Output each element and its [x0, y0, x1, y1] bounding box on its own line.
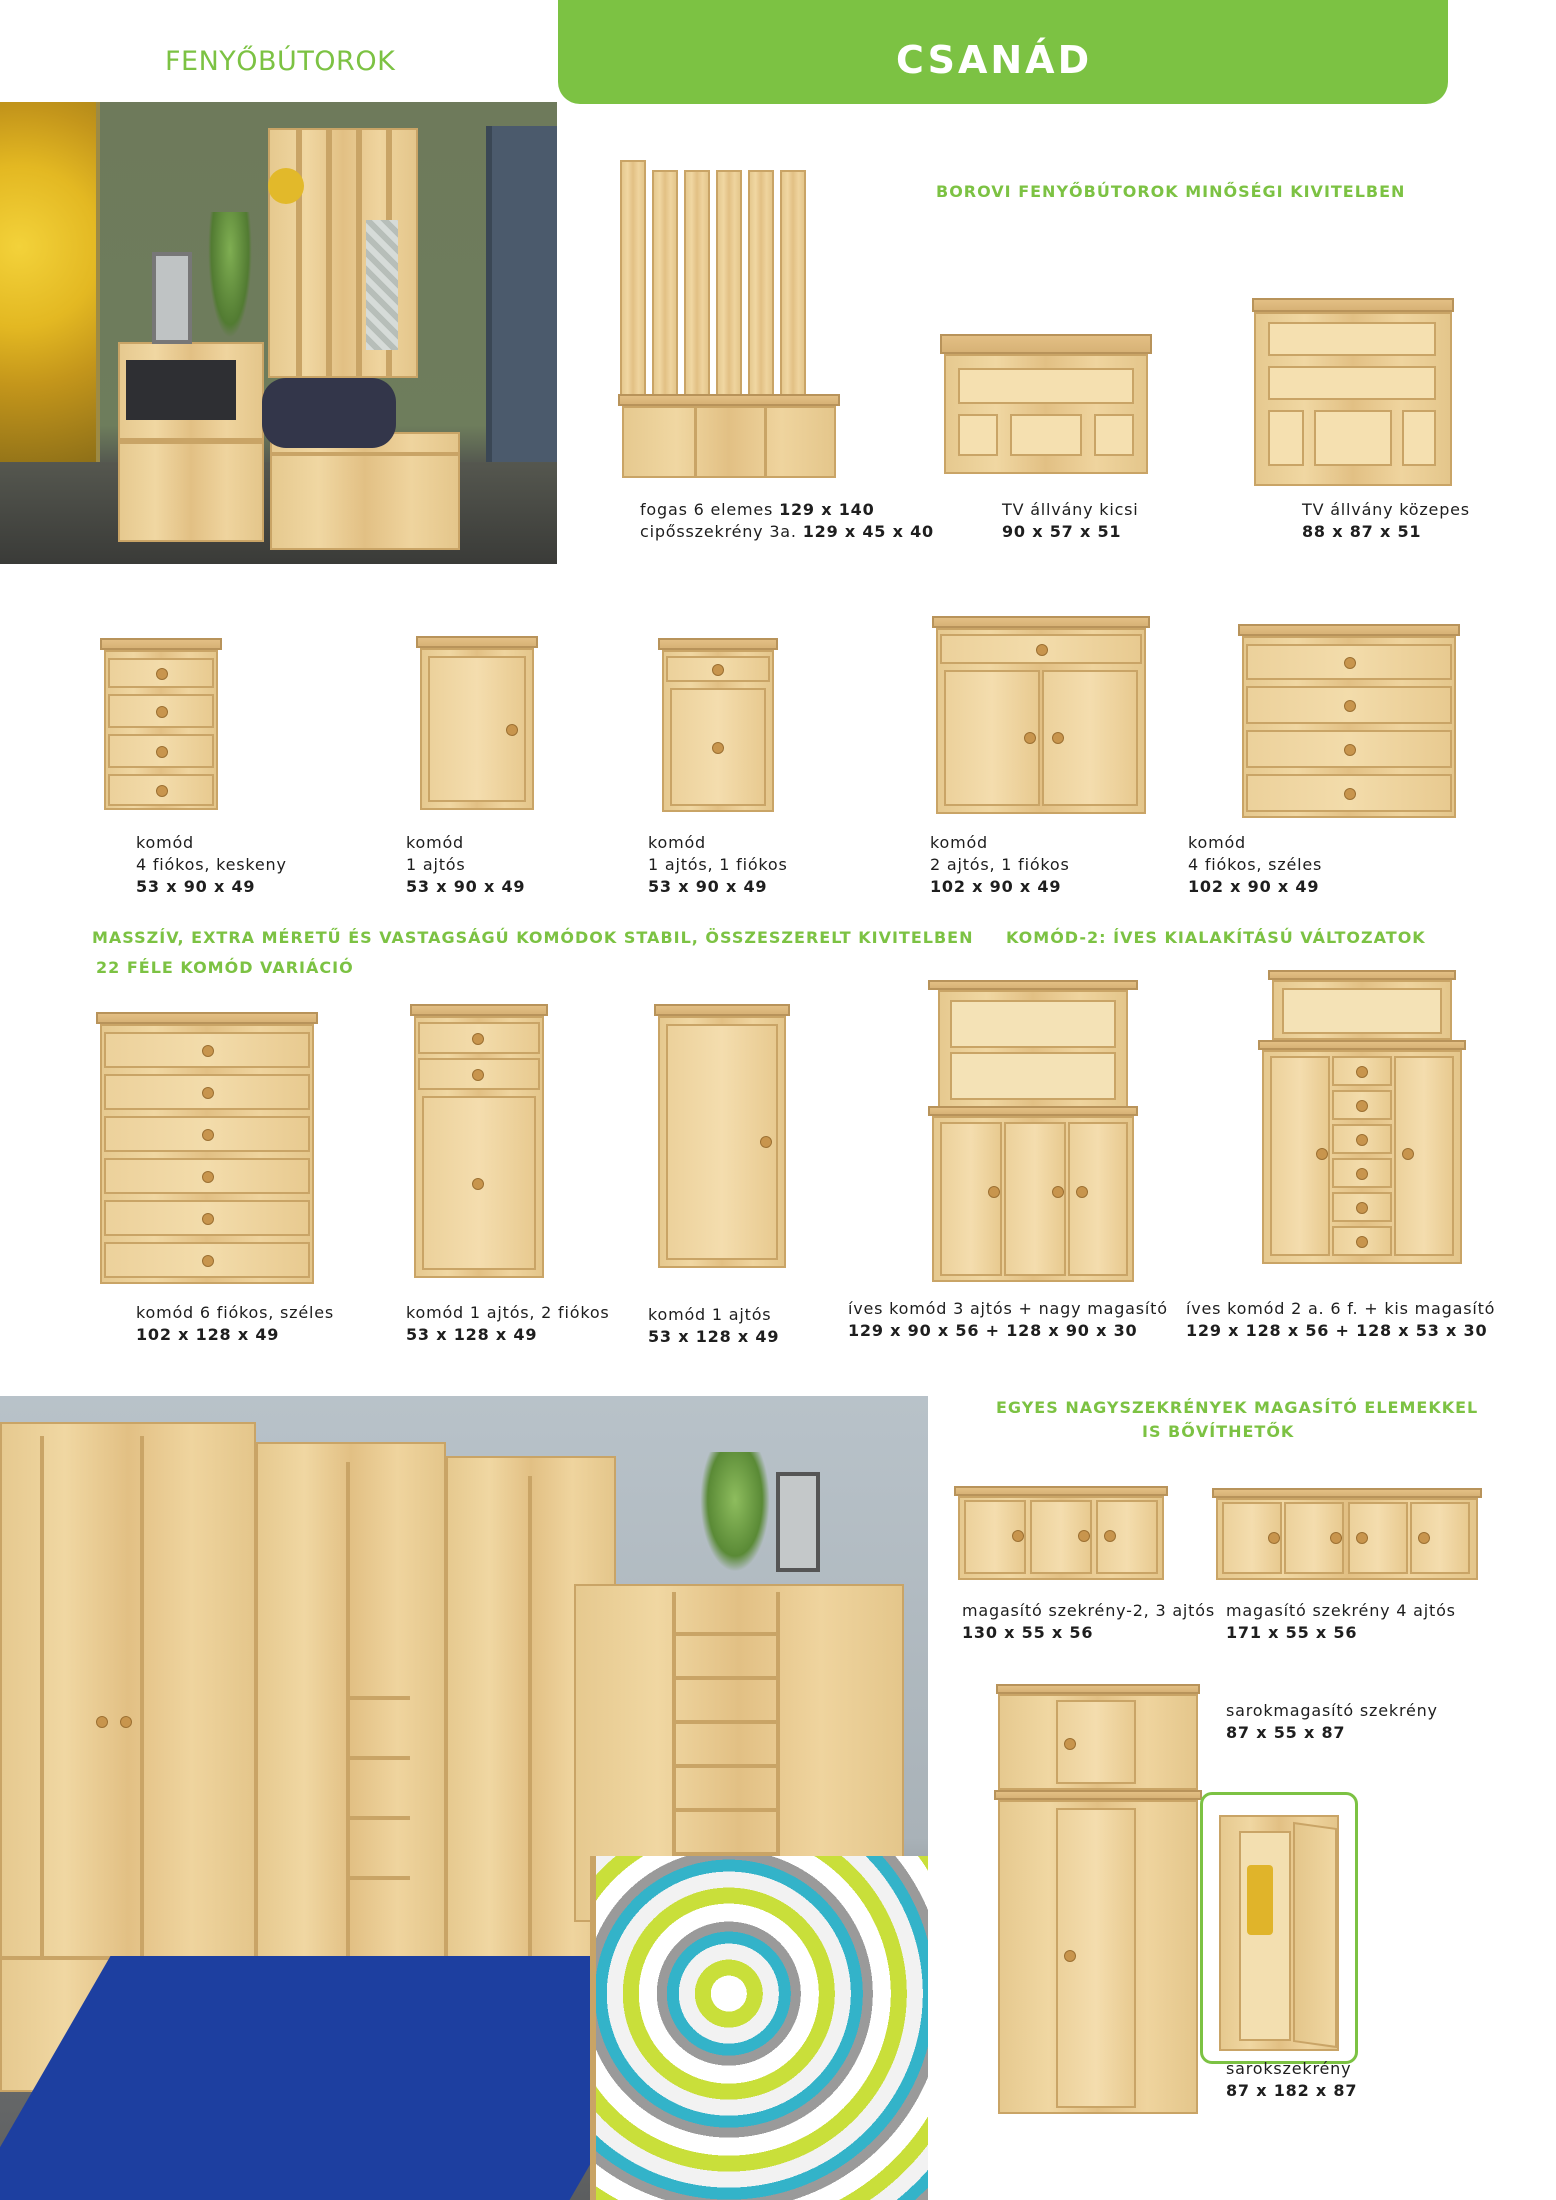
product-komod-1-ajtos-image — [416, 636, 538, 812]
product-tv-medium-image — [1252, 298, 1454, 488]
product-komod4-caption — [930, 832, 1070, 898]
komod8-name: komód 1 ajtós — [648, 1305, 772, 1324]
product-magasito4-caption — [1226, 1600, 1456, 1644]
tv-medium-dim: 88 x 87 x 51 — [1302, 522, 1422, 541]
product-komod2-caption — [406, 832, 525, 898]
product-komod-6-fiokos-szeles-image — [96, 1012, 318, 1286]
magasito3-name: magasító szekrény-2, 3 ajtós — [962, 1601, 1215, 1620]
ives1-name: íves komód 3 ajtós + nagy magasító — [848, 1299, 1168, 1318]
komod8-dim: 53 x 128 x 49 — [648, 1327, 780, 1346]
komod3-desc: 1 ajtós, 1 fiókos — [648, 855, 788, 874]
product-ives1-caption — [848, 1298, 1168, 1342]
sarokszekreny-name: sarokszekrény — [1226, 2059, 1352, 2078]
product-komod1-caption — [136, 832, 287, 898]
ives2-dim: 129 x 128 x 56 + 128 x 53 x 30 — [1186, 1321, 1488, 1340]
bedroom-photo — [0, 1396, 928, 2200]
heading-variants: 22 FÉLE KOMÓD VARIÁCIÓ — [96, 958, 354, 977]
fogas-label: fogas 6 elemes — [640, 500, 774, 519]
komod4-dim: 102 x 90 x 49 — [930, 877, 1062, 896]
komod6-dim: 102 x 128 x 49 — [136, 1325, 280, 1344]
product-komod-1-ajtos-magas-image — [654, 1004, 790, 1270]
product-komod-2-ajtos-1-fiokos-image — [932, 616, 1150, 816]
komod3-dim: 53 x 90 x 49 — [648, 877, 768, 896]
product-ives2-caption — [1186, 1298, 1495, 1342]
heading-extend-1: EGYES NAGYSZEKRÉNYEK MAGASÍTÓ ELEMEKKEL — [996, 1398, 1479, 1417]
komod5-name: komód — [1188, 833, 1247, 852]
tv-medium-name: TV állvány közepes — [1302, 500, 1470, 519]
product-magasito3-caption — [962, 1600, 1215, 1644]
heading-extend-2: IS BŐVÍTHETŐK — [1142, 1422, 1295, 1441]
komod2-desc: 1 ajtós — [406, 855, 466, 874]
komod3-name: komód — [648, 833, 707, 852]
komod2-name: komód — [406, 833, 465, 852]
heading-quality: BOROVI FENYŐBÚTOROK MINŐSÉGI KIVITELBEN — [936, 182, 1406, 201]
brand-title: CSANÁD — [896, 38, 1093, 82]
product-tv-small-image — [940, 334, 1152, 476]
product-komod8-caption — [648, 1304, 779, 1348]
product-sarokszekreny-image — [994, 1684, 1202, 2116]
ives1-dim: 129 x 90 x 56 + 128 x 90 x 30 — [848, 1321, 1138, 1340]
product-fogas-caption — [640, 499, 934, 543]
magasito3-dim: 130 x 55 x 56 — [962, 1623, 1094, 1642]
komod1-name: komód — [136, 833, 195, 852]
komod1-dim: 53 x 90 x 49 — [136, 877, 256, 896]
product-komod-1-ajtos-2-fiokos-image — [410, 1004, 548, 1280]
heading-massive: MASSZÍV, EXTRA MÉRETŰ ÉS VASTAGSÁGÚ KOMÓDOK STABIL, ÖSSZESZERELT KIVITELBEN — [92, 928, 974, 947]
komod5-dim: 102 x 90 x 49 — [1188, 877, 1320, 896]
sarokmagasito-name: sarokmagasító szekrény — [1226, 1701, 1438, 1720]
magasito4-name: magasító szekrény 4 ajtós — [1226, 1601, 1456, 1620]
ives2-name: íves komód 2 a. 6 f. + kis magasító — [1186, 1299, 1496, 1318]
product-komod-4-fiokos-keskeny-image — [100, 638, 222, 812]
komod4-name: komód — [930, 833, 989, 852]
komod5-desc: 4 fiókos, széles — [1188, 855, 1323, 874]
product-tv-small-caption — [1002, 499, 1139, 543]
sarokmagasito-dim: 87 x 55 x 87 — [1226, 1723, 1346, 1742]
product-sarokszekreny-caption — [1226, 2058, 1357, 2102]
komod7-dim: 53 x 128 x 49 — [406, 1325, 538, 1344]
product-komod7-caption — [406, 1302, 610, 1346]
tv-small-name: TV állvány kicsi — [1002, 500, 1139, 519]
product-tv-medium-caption — [1302, 499, 1470, 543]
product-fogas-image — [618, 158, 840, 480]
komod1-desc: 4 fiókos, keskeny — [136, 855, 287, 874]
product-komod5-caption — [1188, 832, 1322, 898]
fogas-dim: 129 x 140 — [779, 500, 875, 519]
komod6-name: komód 6 fiókos, széles — [136, 1303, 335, 1322]
product-komod-1-ajtos-1-fiokos-image — [658, 638, 778, 814]
komod7-name: komód 1 ajtós, 2 fiókos — [406, 1303, 610, 1322]
sarokszekreny-inset-photo — [1200, 1792, 1358, 2064]
product-sarokmagasito-caption — [1226, 1700, 1438, 1744]
heading-komod2: KOMÓD-2: ÍVES KIALAKÍTÁSÚ VÁLTOZATOK — [1006, 928, 1426, 947]
tv-small-dim: 90 x 57 x 51 — [1002, 522, 1122, 541]
komod4-desc: 2 ajtós, 1 fiókos — [930, 855, 1070, 874]
category-title: FENYŐBÚTOROK — [165, 46, 396, 77]
hallway-photo — [0, 102, 557, 564]
product-magasito-3-ajtos-image — [954, 1486, 1168, 1582]
komod2-dim: 53 x 90 x 49 — [406, 877, 526, 896]
product-komod-4-fiokos-szeles-image — [1238, 624, 1460, 820]
product-komod3-caption — [648, 832, 788, 898]
product-komod6-caption — [136, 1302, 334, 1346]
cipoesszekreny-dim: 129 x 45 x 40 — [802, 522, 934, 541]
product-ives-komod-3-ajtos-image — [928, 980, 1138, 1284]
product-magasito-4-ajtos-image — [1212, 1488, 1482, 1582]
product-ives-komod-2a-6f-image — [1258, 970, 1466, 1266]
magasito4-dim: 171 x 55 x 56 — [1226, 1623, 1358, 1642]
cipoesszekreny-label: cipősszekrény 3a. — [640, 522, 797, 541]
sarokszekreny-dim: 87 x 182 x 87 — [1226, 2081, 1358, 2100]
